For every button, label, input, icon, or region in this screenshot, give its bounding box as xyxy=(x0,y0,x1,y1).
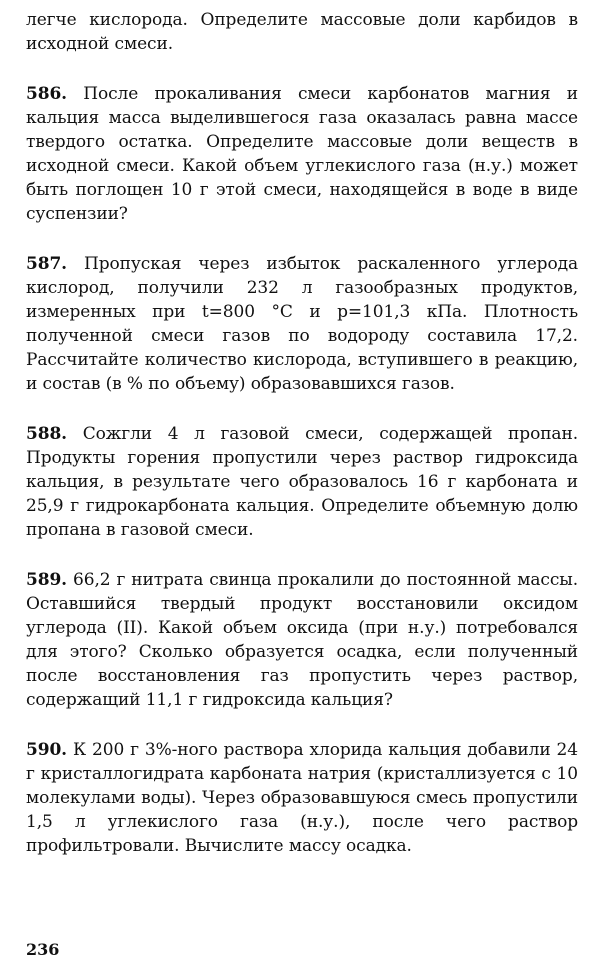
problem-body xyxy=(26,738,578,858)
continuation-text: легче кислорода. Определите массовые доли карбидов в исходной смеси. xyxy=(26,10,578,54)
problem-590 xyxy=(26,738,578,858)
problem-body xyxy=(26,568,578,712)
problem-body xyxy=(26,82,578,226)
problem-body xyxy=(26,252,578,396)
problem-589 xyxy=(26,568,578,712)
problem-586 xyxy=(26,82,578,226)
problem-number: 589. xyxy=(26,570,68,590)
problem-text: Пропуская через избыток раскаленного углерода кислород, получили 232 л газообразных продуктов, измеренных при t=800 °С и p=101,3 кПа. Плотность полученной смеси газов по водороду составила 17,2. Рассчитайте количество кислорода, вступившего в реакцию, и состав (в % по объему) образовавшихся газов. xyxy=(26,254,578,394)
problem-number: 587. xyxy=(26,254,68,274)
problem-body xyxy=(26,422,578,542)
problem-number: 586. xyxy=(26,84,68,104)
problem-text: 66,2 г нитрата свинца прокалили до постоянной массы. Оставшийся твердый продукт восстановили оксидом углерода (II). Какой объем оксида (при н.у.) потребовался для этого? Сколько образуется осадка, если полученный после восстановления газ пропустить через раствор, содержащий 11,1 г гидроксида кальция? xyxy=(26,570,578,710)
page-content xyxy=(26,8,578,858)
problem-number: 590. xyxy=(26,740,68,760)
problem-588 xyxy=(26,422,578,542)
problem-587 xyxy=(26,252,578,396)
problem-text: К 200 г 3%-ного раствора хлорида кальция добавили 24 г кристаллогидрата карбоната натрия (кристаллизуется с 10 молекулами воды). Через образовавшуюся смесь пропустили 1,5 л углекислого газа (н.у.), после чего раствор профильтровали. Вычислите массу осадка. xyxy=(26,740,578,856)
problem-number: 588. xyxy=(26,424,68,444)
problem-text: После прокаливания смеси карбонатов магния и кальция масса выделившегося газа оказалась равна массе твердого остатка. Определите массовые доли веществ в исходной смеси. Какой объем углекислого газа (н.у.) может быть поглощен 10 г этой смеси, находящейся в воде в виде суспензии? xyxy=(26,84,578,224)
problem-text: Сожгли 4 л газовой смеси, содержащей пропан. Продукты горения пропустили через раствор гидроксида кальция, в результате чего образовалось 16 г карбоната и 25,9 г гидрокарбоната кальция. Определите объемную долю пропана в газовой смеси. xyxy=(26,424,578,540)
page-number: 236 xyxy=(26,940,60,959)
